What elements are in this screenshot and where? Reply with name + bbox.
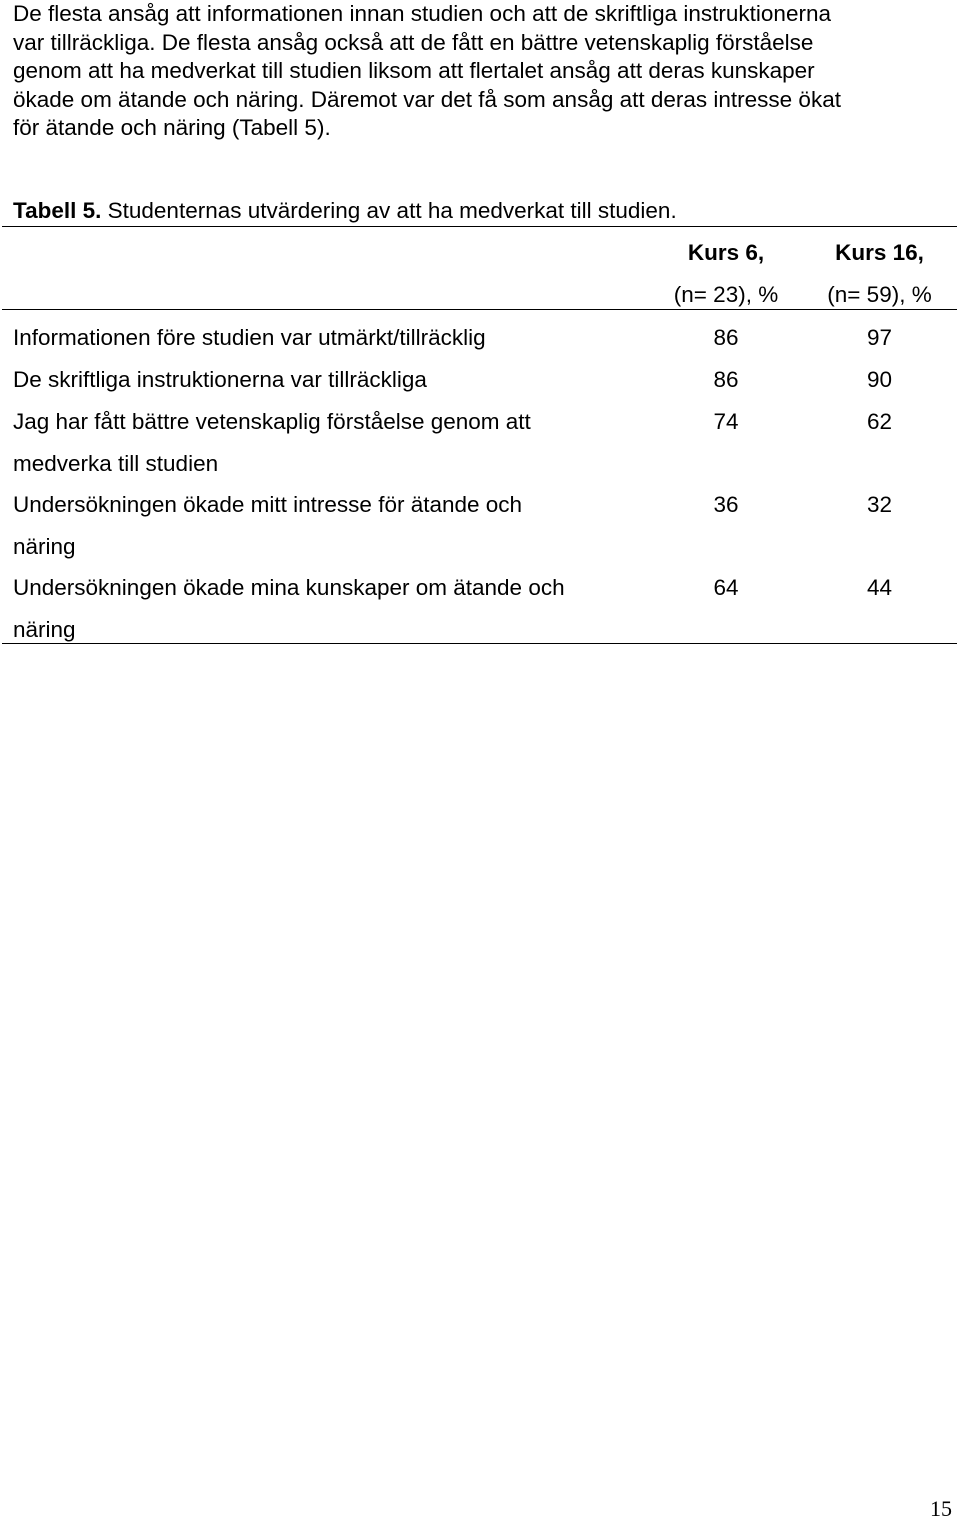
intro-line: för ätande och näring (Tabell 5). (13, 115, 331, 140)
row-label-line: näring (13, 617, 76, 642)
row-label (13, 401, 643, 485)
row-value-kurs-6: 74 (713, 409, 739, 434)
row-label-line: Jag har fått bättre vetenskaplig förståelse genom att (13, 409, 531, 434)
table-caption (13, 196, 677, 226)
row-label (13, 484, 643, 568)
intro-paragraph (13, 0, 943, 143)
row-value-kurs-6: 36 (713, 492, 739, 517)
row-value-kurs-6: 64 (713, 575, 739, 600)
row-label (13, 317, 643, 359)
intro-line: De flesta ansåg att informationen innan studien och att de skriftliga instruktionerna (13, 1, 831, 26)
intro-line: ökade om ätande och näring. Däremot var det få som ansåg att deras intresse ökat (13, 86, 841, 112)
table-bottom-rule (2, 643, 957, 644)
table-caption-text: Studenternas utvärdering av att ha medverkat till studien. (101, 198, 677, 223)
table-top-rule (2, 226, 957, 227)
column-header-kurs-6 (650, 238, 802, 310)
row-value-kurs-6: 86 (713, 367, 739, 392)
row-value-kurs-16: 32 (866, 492, 893, 517)
row-label (13, 359, 643, 401)
column-header-title: Kurs 16, (835, 240, 924, 265)
row-value-kurs-16: 90 (866, 367, 893, 392)
row-value-kurs-16: 62 (866, 409, 893, 434)
row-value-kurs-16: 97 (866, 325, 893, 350)
row-value-kurs-16: 44 (866, 575, 893, 600)
page-number: 15 (930, 1496, 952, 1521)
column-header-subtitle: (n= 23), % (673, 282, 779, 307)
row-label (13, 567, 643, 651)
row-label-line: näring (13, 534, 76, 559)
column-header-kurs-16 (802, 238, 957, 310)
table-header-rule (2, 309, 957, 310)
row-label-line: De skriftliga instruktionerna var tillräckliga (13, 367, 427, 392)
row-value-kurs-6: 86 (713, 325, 739, 350)
table-caption-label: Tabell 5. (13, 198, 102, 223)
row-label-line: Undersökningen ökade mitt intresse för ätande och (13, 492, 523, 517)
column-header-title: Kurs 6, (687, 240, 765, 265)
column-header-subtitle: (n= 59), % (827, 282, 932, 307)
intro-line: genom att ha medverkat till studien liksom att flertalet ansåg att deras kunskaper (13, 58, 815, 83)
intro-line: var tillräckliga. De flesta ansåg också att de fått en bättre vetenskaplig förståelse (13, 29, 814, 55)
row-label-line: Informationen före studien var utmärkt/tillräcklig (13, 325, 486, 350)
row-label-line: Undersökningen ökade mina kunskaper om ätande och (13, 575, 565, 600)
row-label-line: medverka till studien (13, 451, 219, 476)
